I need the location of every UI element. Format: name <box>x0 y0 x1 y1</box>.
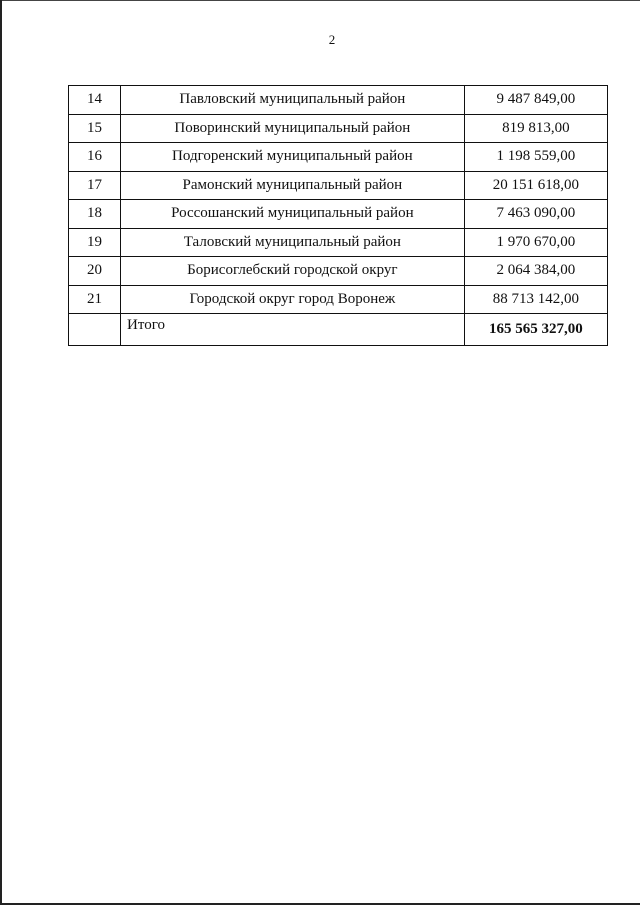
row-number-cell: 20 <box>69 257 121 286</box>
row-name-cell: Россошанский муниципальный район <box>121 200 465 229</box>
row-number-cell: 17 <box>69 171 121 200</box>
row-number-cell: 19 <box>69 228 121 257</box>
table-row <box>69 114 608 143</box>
table-body <box>69 86 608 346</box>
row-number-cell: 21 <box>69 285 121 314</box>
row-sum-cell: 9 487 849,00 <box>464 86 607 115</box>
table-row <box>69 285 608 314</box>
row-sum-cell: 20 151 618,00 <box>464 171 607 200</box>
table-row <box>69 171 608 200</box>
budget-table <box>68 85 608 346</box>
row-name-cell: Подгоренский муниципальный район <box>121 143 465 172</box>
table-row <box>69 86 608 115</box>
table-row <box>69 228 608 257</box>
row-sum-cell: 7 463 090,00 <box>464 200 607 229</box>
table-row <box>69 200 608 229</box>
row-sum-cell: 2 064 384,00 <box>464 257 607 286</box>
row-number-cell: 15 <box>69 114 121 143</box>
page-edge-left <box>0 0 2 905</box>
row-sum-cell: 1 970 670,00 <box>464 228 607 257</box>
table-row <box>69 257 608 286</box>
row-sum-cell: 1 198 559,00 <box>464 143 607 172</box>
table-row <box>69 143 608 172</box>
row-name-cell: Павловский муниципальный район <box>121 86 465 115</box>
row-name-cell: Рамонский муниципальный район <box>121 171 465 200</box>
total-sum-cell: 165 565 327,00 <box>464 314 607 346</box>
row-name-cell: Борисоглебский городской округ <box>121 257 465 286</box>
row-number-cell: 14 <box>69 86 121 115</box>
total-label-cell: Итого <box>121 314 465 346</box>
row-sum-cell: 88 713 142,00 <box>464 285 607 314</box>
page-edge-top <box>0 0 640 1</box>
page-number: 2 <box>328 32 336 47</box>
table-row-total <box>69 314 608 346</box>
total-num-cell <box>69 314 121 346</box>
row-name-cell: Поворинский муниципальный район <box>121 114 465 143</box>
row-number-cell: 18 <box>69 200 121 229</box>
row-number-cell: 16 <box>69 143 121 172</box>
row-name-cell: Таловский муниципальный район <box>121 228 465 257</box>
row-sum-cell: 819 813,00 <box>464 114 607 143</box>
row-name-cell: Городской округ город Воронеж <box>121 285 465 314</box>
